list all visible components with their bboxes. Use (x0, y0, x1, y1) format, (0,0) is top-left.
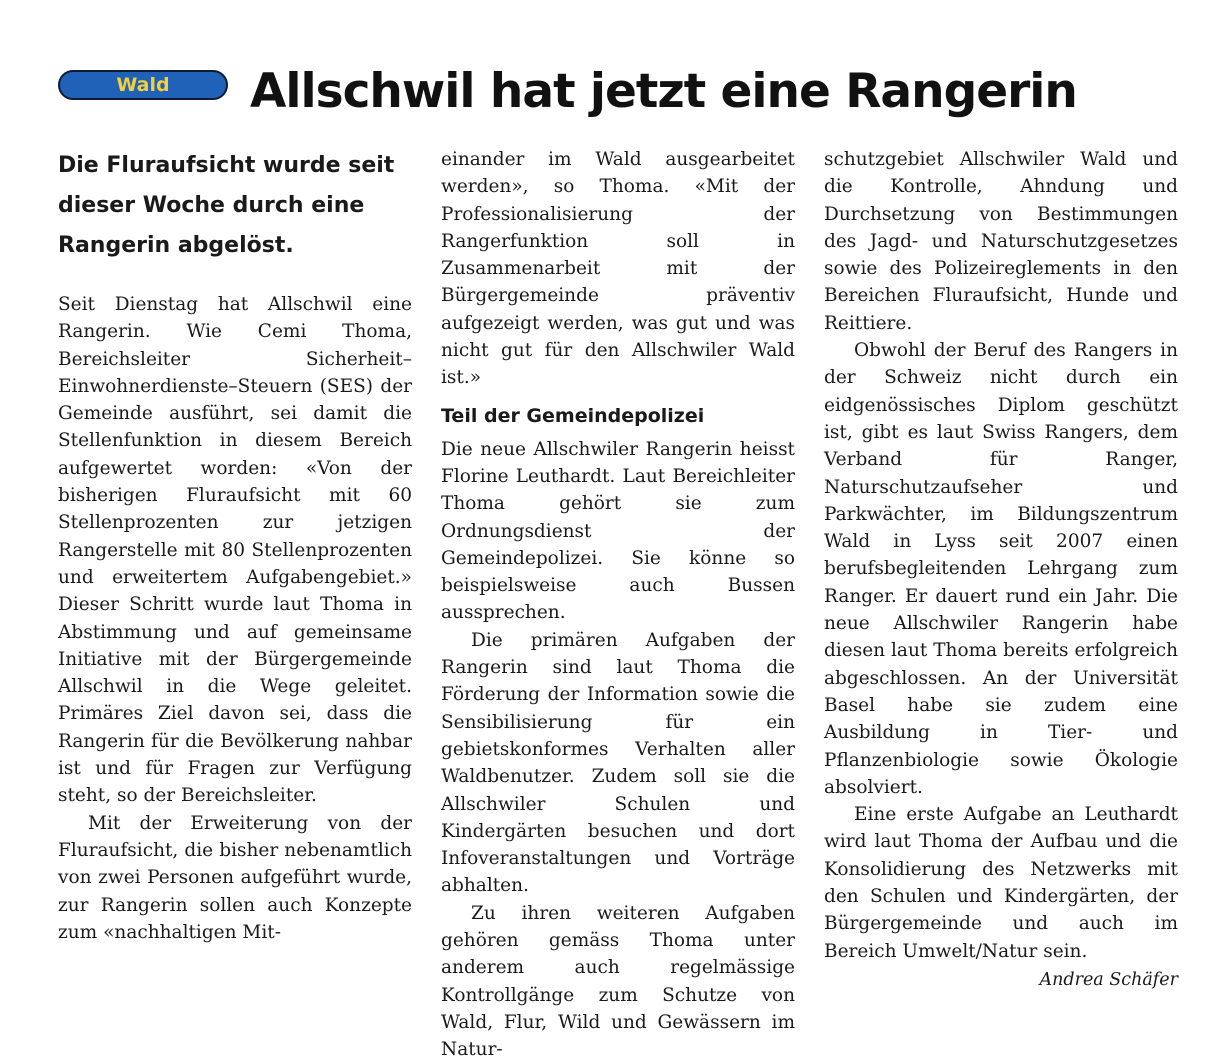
paragraph: schutzgebiet Allschwiler Wald und die Kontrolle, Ahndung und Durchsetzung von Bestimmungen des Jagd- und Naturschutzgesetzes sowie des Polizeireglements in den Bereichen Fluraufsicht, Hunde und Reittiere. (824, 149, 1178, 334)
article-header (58, 62, 1178, 126)
article-lead: Die Fluraufsicht wurde seit dieser Woche durch eine Rangerin abgelöst. (58, 153, 395, 258)
article-column-2 (441, 146, 795, 1064)
article-column-3 (824, 146, 1178, 994)
paragraph: Mit der Erweiterung von der Fluraufsicht, die bisher nebenamtlich von zwei Personen aufgeführt wurde, zur Rangerin sollen auch Konzepte zum «nachhaltigen Mit- (58, 812, 412, 943)
paragraph: Seit Dienstag hat Allschwil eine Rangerin. Wie Cemi Thoma, Bereichsleiter Sicherheit–Einwohnerdienste–Steuern (SES) der Gemeinde ausführt, sei damit die Stellenfunktion in diesem Bereich aufgewertet worden: «Von der bisherigen Fluraufsicht mit 60 Stellenprozenten zur jetzigen Rangerstelle mit 80 Stellenprozenten und erweitertem Aufgabengebiet.» Dieser Schritt wurde laut Thoma in Abstimmung und auf gemeinsame Initiative mit der Bürgergemeinde Allschwil in die Wege geleitet. Primäres Ziel davon sei, dass die Rangerin für die Bevölkerung nahbar ist und für Fragen zur Verfügung steht, so der Bereichsleiter. (58, 294, 412, 807)
paragraph: Zu ihren weiteren Aufgaben gehören gemäss Thoma unter anderem auch regelmässige Kontrollgänge zum Schutze von Wald, Flur, Wild und Gewässern im Natur- (441, 902, 795, 1061)
article-title: Allschwil hat jetzt eine Rangerin (250, 64, 1077, 119)
paragraph: Obwohl der Beruf des Rangers in der Schweiz nicht durch ein eidgenössisches Diplom geschützt ist, gibt es laut Swiss Rangers, dem Verband für Ranger, Naturschutzaufseher und Parkwächter, im Bildungszentrum Wald in Lyss seit 2007 einen berufsbegleitenden Lehrgang zum Ranger. Er dauert rund ein Jahr. Die neue Allschwiler Rangerin habe diesen laut Thoma bereits erfolgreich abgeschlossen. An der Universität Basel habe sie zudem eine Ausbildung in Tier- und Pflanzenbiologie sowie Ökologie absolviert. (824, 340, 1178, 798)
paragraph: Eine erste Aufgabe an Leuthardt wird laut Thoma der Aufbau und die Konsolidierung des Netzwerks mit den Schulen und Kindergärten, der Bürgergemeinde und auch im Bereich Umwelt/Natur sein. (824, 804, 1178, 962)
paragraph: Die primären Aufgaben der Rangerin sind laut Thoma die Förderung der Information sowie die Sensibilisierung für ein gebietskonformes Verhalten aller Waldbenutzer. Zudem soll sie die Allschwiler Schulen und Kindergärten besuchen und dort Infoveranstaltungen und Vorträge abhalten. (441, 629, 795, 897)
paragraph: einander im Wald ausgearbeitet werden», so Thoma. «Mit der Professionalisierung der Rangerfunktion soll in Zusammenarbeit mit der Bürgergemeinde präventiv aufgezeigt werden, was gut und was nicht gut für den Allschwiler Wald ist.» (441, 149, 795, 389)
article-column-1 (58, 146, 412, 946)
subheading: Teil der Gemeindepolizei (441, 404, 705, 427)
section-badge: Wald (58, 70, 228, 100)
paragraph: Die neue Allschwiler Rangerin heisst Florine Leuthardt. Laut Bereichleiter Thoma gehört sie zum Ordnungsdienst der Gemeindepolizei. Sie könne so beispielsweise auch Bussen aussprechen. (441, 438, 795, 624)
author-byline: Andrea Schäfer (1039, 969, 1178, 990)
